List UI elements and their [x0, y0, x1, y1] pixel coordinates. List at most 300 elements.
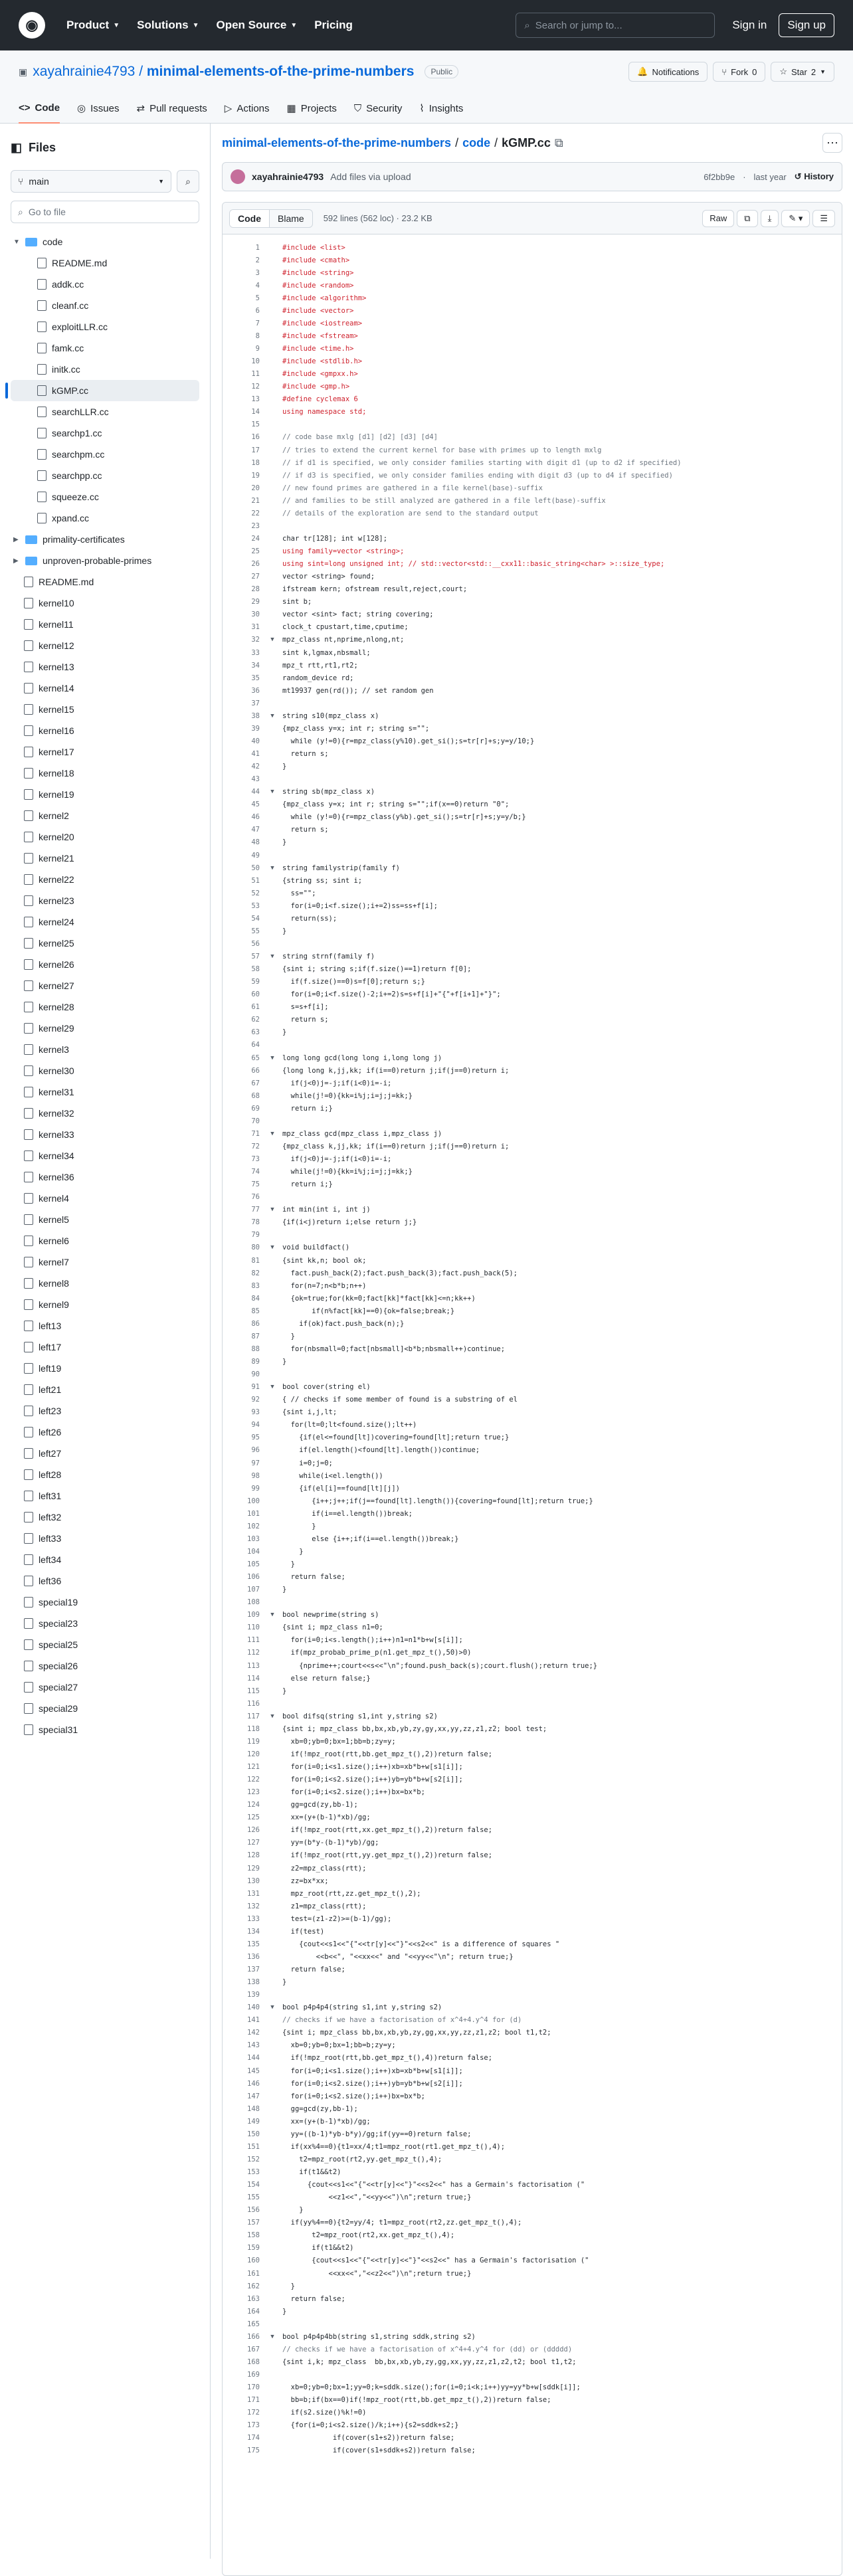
- tree-file[interactable]: [11, 890, 199, 911]
- line-number[interactable]: 1: [255, 243, 260, 252]
- line-number[interactable]: 13: [251, 395, 260, 404]
- line-number[interactable]: 150: [247, 2130, 260, 2138]
- tree-file[interactable]: [11, 869, 199, 890]
- line-number[interactable]: 11: [251, 370, 260, 379]
- line-number[interactable]: 62: [251, 1016, 260, 1024]
- fold-chevron-icon[interactable]: ▼: [270, 1712, 274, 1720]
- line-number[interactable]: 33: [251, 648, 260, 657]
- line-number[interactable]: 127: [247, 1839, 260, 1847]
- tree-file[interactable]: [11, 444, 199, 465]
- line-number[interactable]: 77: [251, 1206, 260, 1214]
- line-number[interactable]: 156: [247, 2206, 260, 2215]
- chevron-right-icon[interactable]: ▶: [13, 535, 19, 543]
- line-number[interactable]: 45: [251, 800, 260, 809]
- copy-path-icon[interactable]: ⧉: [554, 136, 563, 149]
- line-number[interactable]: 152: [247, 2155, 260, 2163]
- line-number[interactable]: 170: [247, 2383, 260, 2392]
- line-number[interactable]: 129: [247, 1864, 260, 1873]
- line-number[interactable]: 91: [251, 1383, 260, 1392]
- line-number[interactable]: 10: [251, 357, 260, 366]
- line-number[interactable]: 154: [247, 2181, 260, 2189]
- line-number[interactable]: 167: [247, 2345, 260, 2353]
- line-number[interactable]: 3: [255, 268, 260, 277]
- line-number[interactable]: 24: [251, 534, 260, 543]
- tree-file[interactable]: [11, 1103, 199, 1124]
- line-number[interactable]: 146: [247, 2079, 260, 2088]
- line-number[interactable]: 86: [251, 1319, 260, 1328]
- repo-name-link[interactable]: minimal-elements-of-the-prime-numbers: [146, 64, 415, 79]
- line-number[interactable]: 147: [247, 2092, 260, 2100]
- line-number[interactable]: 131: [247, 1889, 260, 1898]
- line-number[interactable]: 41: [251, 750, 260, 759]
- line-number[interactable]: 50: [251, 864, 260, 872]
- line-number[interactable]: 175: [247, 2446, 260, 2455]
- tree-file[interactable]: [11, 1443, 199, 1464]
- tree-file[interactable]: [11, 954, 199, 975]
- tree-file[interactable]: [11, 1379, 199, 1400]
- tree-file[interactable]: [11, 741, 199, 763]
- tree-file[interactable]: [11, 1549, 199, 1570]
- line-number[interactable]: 117: [247, 1712, 260, 1720]
- line-number[interactable]: 53: [251, 901, 260, 910]
- line-number[interactable]: 138: [247, 1978, 260, 1987]
- tree-file[interactable]: [11, 1485, 199, 1507]
- line-number[interactable]: 92: [251, 1396, 260, 1404]
- line-number[interactable]: 155: [247, 2193, 260, 2202]
- tree-file[interactable]: [11, 1634, 199, 1655]
- line-number[interactable]: 49: [251, 851, 260, 860]
- go-to-file-input[interactable]: [11, 201, 199, 223]
- line-number[interactable]: 99: [251, 1484, 260, 1493]
- line-number[interactable]: 145: [247, 2067, 260, 2075]
- line-number[interactable]: 63: [251, 1028, 260, 1037]
- line-number[interactable]: 169: [247, 2371, 260, 2379]
- tree-file[interactable]: [11, 996, 199, 1018]
- tree-file[interactable]: [11, 486, 199, 507]
- tree-file[interactable]: [11, 422, 199, 444]
- line-number[interactable]: 17: [251, 446, 260, 454]
- fold-chevron-icon[interactable]: ▼: [270, 1054, 274, 1061]
- line-number[interactable]: 57: [251, 953, 260, 961]
- tree-file[interactable]: [11, 1400, 199, 1422]
- sidebar-collapse-icon[interactable]: ◧: [11, 140, 23, 154]
- line-number[interactable]: 20: [251, 484, 260, 492]
- line-number[interactable]: 85: [251, 1307, 260, 1315]
- line-number[interactable]: 19: [251, 471, 260, 480]
- fold-chevron-icon[interactable]: ▼: [270, 1611, 274, 1619]
- line-number[interactable]: 30: [251, 610, 260, 619]
- line-number[interactable]: 119: [247, 1737, 260, 1746]
- line-number[interactable]: 165: [247, 2320, 260, 2328]
- star-button[interactable]: [771, 62, 834, 82]
- line-number[interactable]: 132: [247, 1902, 260, 1910]
- tree-file[interactable]: [11, 1507, 199, 1528]
- line-number[interactable]: 105: [247, 1560, 260, 1569]
- tree-file[interactable]: [11, 337, 199, 359]
- line-number[interactable]: 120: [247, 1750, 260, 1758]
- raw-button[interactable]: Raw: [702, 210, 734, 227]
- line-number[interactable]: 113: [247, 1661, 260, 1670]
- line-number[interactable]: 68: [251, 1091, 260, 1100]
- line-number[interactable]: 47: [251, 826, 260, 834]
- repo-owner-link[interactable]: xayahrainie4793: [33, 64, 136, 79]
- line-number[interactable]: 55: [251, 927, 260, 935]
- tree-folder[interactable]: [11, 550, 199, 571]
- blame-view-button[interactable]: Blame: [278, 213, 304, 224]
- line-number[interactable]: 124: [247, 1801, 260, 1809]
- tab-security[interactable]: [354, 93, 402, 124]
- line-number[interactable]: 95: [251, 1433, 260, 1442]
- line-number[interactable]: 141: [247, 2016, 260, 2025]
- line-number[interactable]: 97: [251, 1459, 260, 1467]
- tree-file[interactable]: [11, 1570, 199, 1592]
- line-number[interactable]: 48: [251, 838, 260, 847]
- line-number[interactable]: 125: [247, 1813, 260, 1822]
- line-number[interactable]: 72: [251, 1142, 260, 1150]
- tree-file[interactable]: [11, 593, 199, 614]
- line-number[interactable]: 26: [251, 560, 260, 569]
- line-number[interactable]: 171: [247, 2396, 260, 2405]
- sign-in-link[interactable]: Sign in: [732, 19, 767, 31]
- chevron-right-icon[interactable]: ▶: [13, 557, 19, 565]
- tree-file[interactable]: [11, 1528, 199, 1549]
- tree-file[interactable]: [11, 1336, 199, 1358]
- line-number[interactable]: 54: [251, 914, 260, 923]
- tree-file[interactable]: [11, 1358, 199, 1379]
- tree-file[interactable]: [11, 1230, 199, 1251]
- commit-sha[interactable]: 6f2bb9e: [704, 171, 735, 182]
- copy-raw-icon[interactable]: ⧉: [737, 210, 757, 227]
- line-number[interactable]: 35: [251, 674, 260, 682]
- fold-chevron-icon[interactable]: ▼: [270, 788, 274, 796]
- tree-file[interactable]: [11, 1294, 199, 1315]
- line-number[interactable]: 121: [247, 1763, 260, 1772]
- line-number[interactable]: 67: [251, 1079, 260, 1087]
- line-number[interactable]: 122: [247, 1776, 260, 1784]
- line-number[interactable]: 64: [251, 1041, 260, 1050]
- line-number[interactable]: 140: [247, 2003, 260, 2012]
- line-number[interactable]: 164: [247, 2307, 260, 2316]
- line-number[interactable]: 162: [247, 2282, 260, 2290]
- nav-pricing[interactable]: Pricing: [314, 19, 353, 31]
- line-number[interactable]: 27: [251, 573, 260, 581]
- tab-insights[interactable]: [419, 93, 463, 124]
- line-number[interactable]: 111: [247, 1636, 260, 1645]
- tree-folder[interactable]: [11, 529, 199, 550]
- tree-file[interactable]: [11, 1251, 199, 1273]
- line-number[interactable]: 158: [247, 2231, 260, 2240]
- branch-selector[interactable]: [11, 170, 171, 193]
- tree-file[interactable]: [11, 316, 199, 337]
- line-number[interactable]: 149: [247, 2117, 260, 2126]
- line-number[interactable]: 59: [251, 978, 260, 986]
- line-number[interactable]: 15: [251, 420, 260, 429]
- line-number[interactable]: 96: [251, 1446, 260, 1455]
- line-number[interactable]: 23: [251, 521, 260, 530]
- line-number[interactable]: 78: [251, 1218, 260, 1227]
- fold-chevron-icon[interactable]: ▼: [270, 1244, 274, 1251]
- tree-file[interactable]: [11, 1060, 199, 1081]
- download-icon[interactable]: ⤓: [761, 210, 779, 227]
- line-number[interactable]: 107: [247, 1586, 260, 1594]
- tree-file[interactable]: [11, 1018, 199, 1039]
- line-number[interactable]: 102: [247, 1522, 260, 1530]
- tree-file[interactable]: [11, 465, 199, 486]
- avatar[interactable]: [231, 169, 245, 184]
- line-number[interactable]: 88: [251, 1344, 260, 1353]
- search-files-button[interactable]: [177, 170, 199, 193]
- tree-file[interactable]: [11, 933, 199, 954]
- tree-file[interactable]: [11, 1273, 199, 1294]
- line-number[interactable]: 37: [251, 699, 260, 707]
- history-link[interactable]: [795, 171, 834, 182]
- tab-pull-requests[interactable]: [136, 93, 207, 124]
- line-number[interactable]: 137: [247, 1966, 260, 1974]
- line-number[interactable]: 71: [251, 1129, 260, 1138]
- line-number[interactable]: 73: [251, 1155, 260, 1164]
- line-number[interactable]: 65: [251, 1054, 260, 1062]
- line-number[interactable]: 84: [251, 1294, 260, 1303]
- line-number[interactable]: 159: [247, 2244, 260, 2253]
- line-number[interactable]: 108: [247, 1598, 260, 1607]
- line-number[interactable]: 82: [251, 1269, 260, 1277]
- line-number[interactable]: 43: [251, 775, 260, 784]
- line-number[interactable]: 56: [251, 939, 260, 948]
- tree-file[interactable]: [11, 911, 199, 933]
- line-number[interactable]: 136: [247, 1952, 260, 1961]
- tree-file[interactable]: [11, 295, 199, 316]
- line-number[interactable]: 22: [251, 509, 260, 517]
- line-number[interactable]: 116: [247, 1699, 260, 1708]
- line-number[interactable]: 139: [247, 1991, 260, 1999]
- tree-file[interactable]: [11, 784, 199, 805]
- tree-file[interactable]: [11, 1145, 199, 1166]
- line-number[interactable]: 25: [251, 547, 260, 556]
- tree-file[interactable]: [11, 401, 199, 422]
- tree-file[interactable]: [11, 1464, 199, 1485]
- line-number[interactable]: 18: [251, 458, 260, 467]
- line-number[interactable]: 60: [251, 990, 260, 999]
- fork-button[interactable]: [713, 62, 765, 82]
- line-number[interactable]: 5: [255, 294, 260, 302]
- tree-file[interactable]: [11, 1166, 199, 1188]
- line-number[interactable]: 9: [255, 345, 260, 353]
- tree-file[interactable]: [11, 359, 199, 380]
- line-number[interactable]: 28: [251, 585, 260, 594]
- tree-file[interactable]: [11, 1677, 199, 1698]
- more-options-button[interactable]: ⋯: [822, 133, 842, 153]
- line-number[interactable]: 36: [251, 686, 260, 695]
- fold-chevron-icon[interactable]: ▼: [270, 636, 274, 644]
- tree-file[interactable]: [11, 380, 199, 401]
- tree-file[interactable]: [11, 1592, 199, 1613]
- line-number[interactable]: 98: [251, 1471, 260, 1480]
- line-number[interactable]: 144: [247, 2054, 260, 2063]
- tree-file[interactable]: [11, 848, 199, 869]
- sign-up-button[interactable]: Sign up: [779, 13, 834, 37]
- tree-file[interactable]: [11, 975, 199, 996]
- line-number[interactable]: 168: [247, 2357, 260, 2366]
- edit-icon[interactable]: ✎ ▾: [781, 210, 810, 227]
- line-number[interactable]: 2: [255, 256, 260, 264]
- github-logo-icon[interactable]: ◉: [19, 12, 45, 39]
- tree-file[interactable]: [11, 274, 199, 295]
- line-number[interactable]: 46: [251, 813, 260, 822]
- line-number[interactable]: 4: [255, 281, 260, 290]
- tree-file[interactable]: [11, 571, 199, 593]
- tree-file[interactable]: [11, 1655, 199, 1677]
- line-number[interactable]: 123: [247, 1788, 260, 1797]
- line-number[interactable]: 66: [251, 1066, 260, 1075]
- line-number[interactable]: 94: [251, 1421, 260, 1429]
- line-number[interactable]: 173: [247, 2421, 260, 2430]
- line-number[interactable]: 40: [251, 737, 260, 745]
- line-number[interactable]: 83: [251, 1281, 260, 1290]
- tree-file[interactable]: [11, 614, 199, 635]
- line-number[interactable]: 114: [247, 1674, 260, 1683]
- commit-author[interactable]: xayahrainie4793: [252, 171, 324, 182]
- commit-message[interactable]: Add files via upload: [330, 171, 411, 182]
- tab-code[interactable]: [19, 93, 60, 124]
- line-number[interactable]: 87: [251, 1332, 260, 1340]
- line-number[interactable]: 44: [251, 788, 260, 796]
- tab-projects[interactable]: [287, 93, 337, 124]
- line-number[interactable]: 126: [247, 1826, 260, 1835]
- tree-file[interactable]: [11, 1315, 199, 1336]
- tree-folder[interactable]: [11, 231, 199, 252]
- line-number[interactable]: 14: [251, 408, 260, 416]
- fold-chevron-icon[interactable]: ▼: [270, 1384, 274, 1391]
- line-number[interactable]: 58: [251, 965, 260, 974]
- fold-chevron-icon[interactable]: ▼: [270, 712, 274, 719]
- line-number[interactable]: 6: [255, 306, 260, 315]
- line-number[interactable]: 52: [251, 889, 260, 897]
- line-number[interactable]: 118: [247, 1724, 260, 1733]
- line-number[interactable]: 104: [247, 1547, 260, 1556]
- line-number[interactable]: 81: [251, 1256, 260, 1265]
- line-number[interactable]: 143: [247, 2041, 260, 2050]
- tree-file[interactable]: [11, 826, 199, 848]
- line-number[interactable]: 51: [251, 876, 260, 885]
- tree-file[interactable]: [11, 1698, 199, 1719]
- tree-file[interactable]: [11, 1081, 199, 1103]
- tree-file[interactable]: [11, 1188, 199, 1209]
- nav-open-source[interactable]: [217, 19, 298, 32]
- symbols-panel-icon[interactable]: ☰: [812, 210, 835, 227]
- line-number[interactable]: 101: [247, 1509, 260, 1518]
- line-number[interactable]: 39: [251, 724, 260, 733]
- line-number[interactable]: 93: [251, 1408, 260, 1417]
- line-number[interactable]: 133: [247, 1914, 260, 1923]
- fold-chevron-icon[interactable]: ▼: [270, 1206, 274, 1214]
- tree-file[interactable]: [11, 635, 199, 656]
- line-number[interactable]: 16: [251, 433, 260, 442]
- tree-file[interactable]: [11, 1613, 199, 1634]
- fold-chevron-icon[interactable]: ▼: [270, 1130, 274, 1137]
- line-number[interactable]: 151: [247, 2142, 260, 2151]
- line-number[interactable]: 12: [251, 383, 260, 391]
- chevron-down-icon[interactable]: ▼: [13, 238, 20, 246]
- fold-chevron-icon[interactable]: ▼: [270, 2333, 274, 2340]
- line-number[interactable]: 161: [247, 2269, 260, 2278]
- line-number[interactable]: 21: [251, 496, 260, 505]
- line-number[interactable]: 135: [247, 1940, 260, 1948]
- line-number[interactable]: 106: [247, 1573, 260, 1582]
- line-number[interactable]: 7: [255, 319, 260, 327]
- line-number[interactable]: 153: [247, 2168, 260, 2177]
- tree-file[interactable]: [11, 1039, 199, 1060]
- tree-file[interactable]: [11, 678, 199, 699]
- tab-actions[interactable]: [225, 93, 270, 124]
- line-number[interactable]: 61: [251, 1003, 260, 1012]
- line-number[interactable]: 160: [247, 2256, 260, 2265]
- line-number[interactable]: 100: [247, 1497, 260, 1505]
- line-number[interactable]: 32: [251, 636, 260, 644]
- line-number[interactable]: 34: [251, 661, 260, 670]
- code-view-button[interactable]: Code: [230, 210, 270, 227]
- line-number[interactable]: 174: [247, 2434, 260, 2442]
- line-number[interactable]: 103: [247, 1534, 260, 1543]
- tree-file[interactable]: [11, 252, 199, 274]
- line-number[interactable]: 69: [251, 1104, 260, 1113]
- line-number[interactable]: 109: [247, 1611, 260, 1619]
- line-number[interactable]: 130: [247, 1877, 260, 1885]
- line-number[interactable]: 70: [251, 1117, 260, 1125]
- tree-file[interactable]: [11, 507, 199, 529]
- line-number[interactable]: 157: [247, 2219, 260, 2227]
- fold-chevron-icon[interactable]: ▼: [270, 953, 274, 961]
- tree-file[interactable]: [11, 1719, 199, 1740]
- line-number[interactable]: 74: [251, 1168, 260, 1176]
- line-number[interactable]: 89: [251, 1358, 260, 1366]
- nav-solutions[interactable]: [137, 19, 199, 32]
- fold-chevron-icon[interactable]: ▼: [270, 864, 274, 872]
- line-number[interactable]: 148: [247, 2104, 260, 2113]
- line-number[interactable]: 31: [251, 623, 260, 632]
- breadcrumb-repo-link[interactable]: minimal-elements-of-the-prime-numbers: [222, 136, 452, 149]
- header-search-input[interactable]: [516, 13, 715, 38]
- tab-issues[interactable]: [77, 93, 119, 124]
- tree-file[interactable]: [11, 720, 199, 741]
- tree-file[interactable]: [11, 805, 199, 826]
- notifications-button[interactable]: [628, 62, 708, 82]
- nav-product[interactable]: [66, 19, 120, 32]
- line-number[interactable]: 142: [247, 2029, 260, 2037]
- breadcrumb-dir-link[interactable]: code: [462, 136, 491, 149]
- line-number[interactable]: 128: [247, 1851, 260, 1860]
- line-number[interactable]: 112: [247, 1649, 260, 1657]
- line-number[interactable]: 166: [247, 2332, 260, 2341]
- line-number[interactable]: 76: [251, 1193, 260, 1202]
- line-number[interactable]: 8: [255, 331, 260, 340]
- line-number[interactable]: 163: [247, 2294, 260, 2303]
- line-number[interactable]: 42: [251, 763, 260, 771]
- line-number[interactable]: 134: [247, 1927, 260, 1936]
- line-number[interactable]: 172: [247, 2409, 260, 2417]
- tree-file[interactable]: [11, 656, 199, 678]
- line-number[interactable]: 90: [251, 1370, 260, 1379]
- line-number[interactable]: 110: [247, 1623, 260, 1632]
- line-number[interactable]: 38: [251, 711, 260, 720]
- line-number[interactable]: 80: [251, 1243, 260, 1252]
- line-number[interactable]: 75: [251, 1180, 260, 1189]
- line-number[interactable]: 115: [247, 1687, 260, 1695]
- line-number[interactable]: 79: [251, 1231, 260, 1240]
- line-number[interactable]: 29: [251, 598, 260, 606]
- tree-file[interactable]: [11, 1209, 199, 1230]
- tree-file[interactable]: [11, 763, 199, 784]
- fold-chevron-icon[interactable]: ▼: [270, 2004, 274, 2011]
